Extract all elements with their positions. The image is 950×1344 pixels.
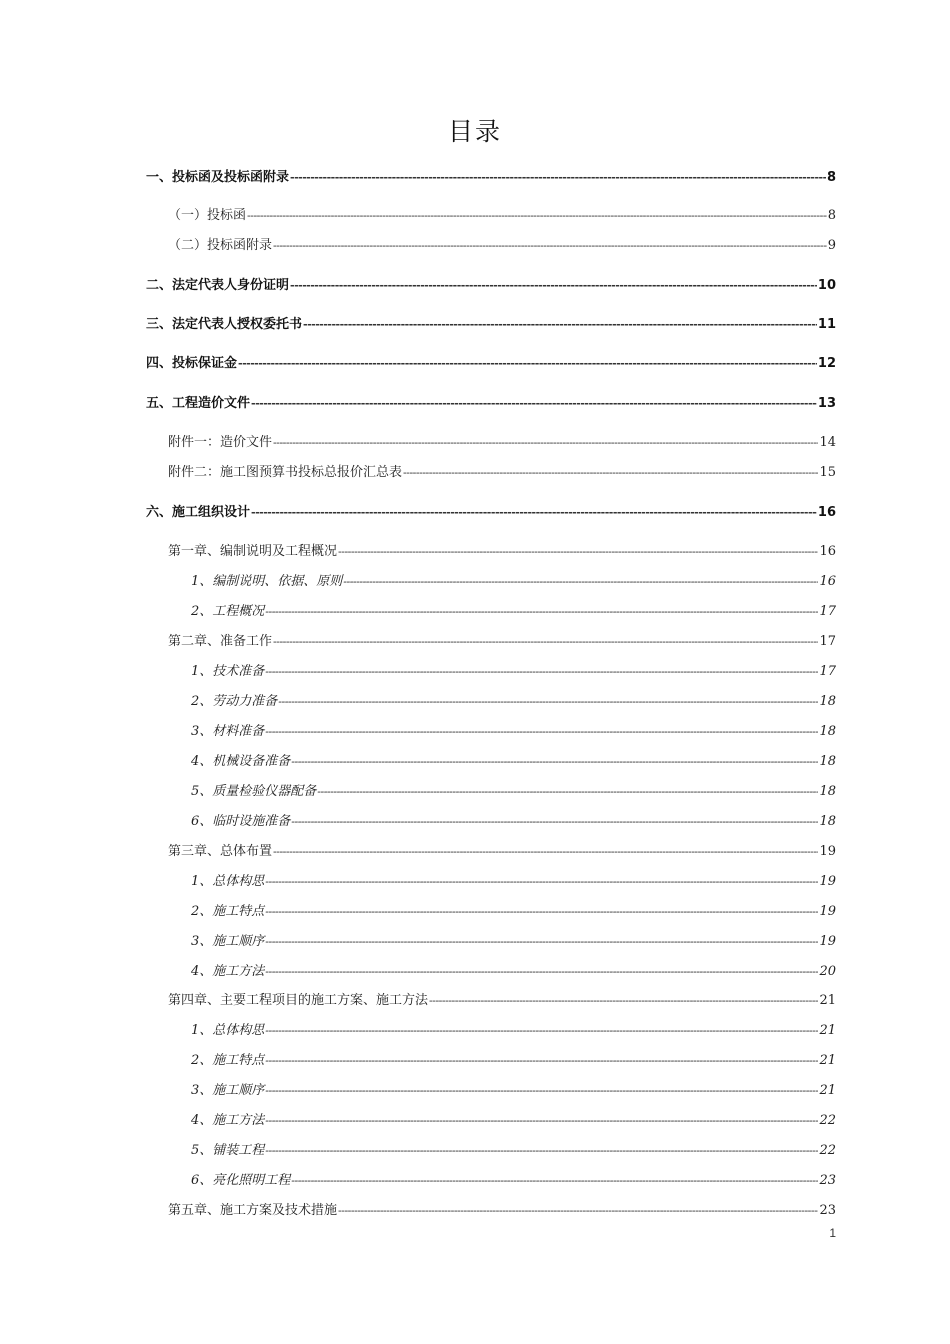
toc-entry-label: 4、施工方法 (191, 964, 265, 979)
dot-leader (265, 1050, 818, 1072)
toc-entry-page: 23 (819, 1203, 836, 1218)
toc-entry-label: 5、铺装工程 (191, 1143, 265, 1158)
toc-entry-page: 19 (819, 844, 836, 859)
toc-entry-page: 18 (819, 784, 836, 799)
toc-entry-label: 第三章、总体布置 (168, 844, 273, 859)
toc-entry[interactable] (191, 811, 836, 833)
toc-entry-label: 1、技术准备 (191, 664, 265, 679)
toc-entry-page: 18 (819, 694, 836, 709)
toc-entry[interactable] (191, 781, 836, 803)
toc-entry-page: 21 (819, 993, 836, 1008)
toc-entry[interactable] (191, 691, 836, 713)
toc-entry-page: 12 (817, 356, 836, 371)
toc-entry[interactable] (191, 931, 836, 953)
toc-entry[interactable] (191, 721, 836, 743)
toc-entry-page: 8 (827, 208, 836, 223)
toc-entry-label: 五、工程造价文件 (146, 396, 251, 411)
dot-leader (338, 1200, 818, 1222)
dot-leader (265, 661, 818, 683)
toc-entry-label: 一、投标函及投标函附录 (146, 170, 290, 185)
dot-leader (429, 990, 818, 1012)
dot-leader (265, 961, 818, 983)
toc-entry[interactable] (168, 462, 836, 484)
dot-leader (403, 462, 818, 484)
toc-entry-label: 第二章、准备工作 (168, 634, 273, 649)
dot-leader (303, 314, 817, 336)
toc-entry[interactable] (191, 1110, 836, 1132)
toc-entry[interactable] (146, 353, 836, 375)
toc-entry-label: 第一章、编制说明及工程概况 (168, 544, 338, 559)
dot-leader (247, 205, 827, 227)
toc-entry[interactable] (191, 1080, 836, 1102)
toc-entry-label: （一）投标函 (168, 208, 247, 223)
toc-entry-label: 6、亮化照明工程 (191, 1173, 291, 1188)
toc-entry[interactable] (168, 432, 836, 454)
dot-leader (265, 1080, 818, 1102)
toc-entry[interactable] (168, 1200, 836, 1222)
dot-leader (238, 353, 817, 375)
toc-entry-page: 19 (819, 904, 836, 919)
toc-entry-page: 14 (819, 435, 836, 450)
toc-entry-page: 17 (819, 634, 836, 649)
page-number: 1 (829, 1226, 836, 1240)
dot-leader (251, 502, 817, 524)
toc-entry[interactable] (168, 541, 836, 563)
toc-entry[interactable] (146, 275, 836, 297)
dot-leader (265, 1110, 818, 1132)
toc-entry-label: 附件一：造价文件 (168, 435, 273, 450)
toc-entry-page: 17 (819, 664, 836, 679)
toc-entry-label: 附件二：施工图预算书投标总报价汇总表 (168, 465, 403, 480)
toc-entry[interactable] (191, 901, 836, 923)
toc-entry-label: 四、投标保证金 (146, 356, 238, 371)
dot-leader (278, 691, 818, 713)
toc-entry-page: 8 (826, 170, 836, 185)
toc-entry[interactable] (168, 841, 836, 863)
toc-entry-page: 21 (819, 1083, 836, 1098)
toc-entry[interactable] (168, 205, 836, 227)
toc-entry-page: 21 (819, 1053, 836, 1068)
toc-entry-page: 11 (817, 317, 836, 332)
toc-entry-page: 19 (819, 874, 836, 889)
dot-leader (273, 841, 818, 863)
toc-entry[interactable] (191, 751, 836, 773)
toc-entry-label: 4、机械设备准备 (191, 754, 291, 769)
dot-leader (265, 721, 818, 743)
toc-entry[interactable] (168, 990, 836, 1012)
toc-entry-label: 3、材料准备 (191, 724, 265, 739)
toc-entry-page: 16 (819, 544, 836, 559)
dot-leader (265, 601, 818, 623)
dot-leader (273, 432, 818, 454)
toc-entry-label: 5、质量检验仪器配备 (191, 784, 317, 799)
toc-entry[interactable] (191, 661, 836, 683)
toc-entry-page: 18 (819, 814, 836, 829)
dot-leader (251, 393, 817, 415)
toc-entry-label: 1、总体构思 (191, 1023, 265, 1038)
toc-entry[interactable] (168, 631, 836, 653)
toc-entry-label: 6、临时设施准备 (191, 814, 291, 829)
toc-entry-page: 23 (819, 1173, 836, 1188)
toc-entry[interactable] (191, 1170, 836, 1192)
dot-leader (317, 781, 818, 803)
toc-entry-page: 21 (819, 1023, 836, 1038)
toc-entry-label: 4、施工方法 (191, 1113, 265, 1128)
toc-entry-page: 17 (819, 604, 836, 619)
dot-leader (338, 541, 818, 563)
dot-leader (343, 571, 818, 593)
toc-entry-label: （二）投标函附录 (168, 238, 273, 253)
toc-entry-page: 16 (817, 505, 836, 520)
toc-entry[interactable] (191, 601, 836, 623)
toc-entry-label: 六、施工组织设计 (146, 505, 251, 520)
toc-entry-page: 16 (819, 574, 836, 589)
toc-entry-label: 1、编制说明、依据、原则 (191, 574, 343, 589)
dot-leader (291, 751, 818, 773)
dot-leader (290, 167, 826, 189)
dot-leader (273, 631, 818, 653)
toc-entry-label: 2、施工特点 (191, 1053, 265, 1068)
toc-entry[interactable] (191, 961, 836, 983)
dot-leader (291, 1170, 818, 1192)
dot-leader (265, 871, 818, 893)
toc-entry-label: 1、总体构思 (191, 874, 265, 889)
toc-entry-label: 三、法定代表人授权委托书 (146, 317, 303, 332)
toc-entry-label: 二、法定代表人身份证明 (146, 278, 290, 293)
toc-entry[interactable] (168, 235, 836, 257)
toc-entry-page: 19 (819, 934, 836, 949)
page-title: 目录 (447, 117, 502, 146)
toc-entry[interactable] (191, 571, 836, 593)
toc-entry[interactable] (146, 393, 836, 415)
toc-entry-page: 18 (819, 754, 836, 769)
dot-leader (291, 811, 818, 833)
dot-leader (290, 275, 817, 297)
toc-entry[interactable] (191, 871, 836, 893)
toc-entry-page: 15 (819, 465, 836, 480)
toc-entry-label: 3、施工顺序 (191, 934, 265, 949)
toc-entry-label: 3、施工顺序 (191, 1083, 265, 1098)
toc-entry[interactable] (146, 167, 836, 189)
toc-entry-page: 22 (819, 1143, 836, 1158)
toc-entry-label: 2、工程概况 (191, 604, 265, 619)
toc-entry-label: 第五章、施工方案及技术措施 (168, 1203, 338, 1218)
dot-leader (265, 931, 818, 953)
toc-entry-page: 13 (817, 396, 836, 411)
dot-leader (265, 901, 818, 923)
toc-entry-label: 2、劳动力准备 (191, 694, 278, 709)
dot-leader (265, 1020, 818, 1042)
dot-leader (273, 235, 827, 257)
toc-entry-label: 2、施工特点 (191, 904, 265, 919)
toc-entry-page: 18 (819, 724, 836, 739)
toc-entry-label: 第四章、主要工程项目的施工方案、施工方法 (168, 993, 429, 1008)
toc-entry[interactable] (146, 314, 836, 336)
toc-entry[interactable] (191, 1140, 836, 1162)
toc-entry[interactable] (146, 502, 836, 524)
toc-entry[interactable] (191, 1050, 836, 1072)
toc-entry-page: 22 (819, 1113, 836, 1128)
dot-leader (265, 1140, 818, 1162)
toc-entry-page: 20 (819, 964, 836, 979)
toc-entry-page: 10 (817, 278, 836, 293)
toc-entry[interactable] (191, 1020, 836, 1042)
toc-entry-page: 9 (827, 238, 836, 253)
